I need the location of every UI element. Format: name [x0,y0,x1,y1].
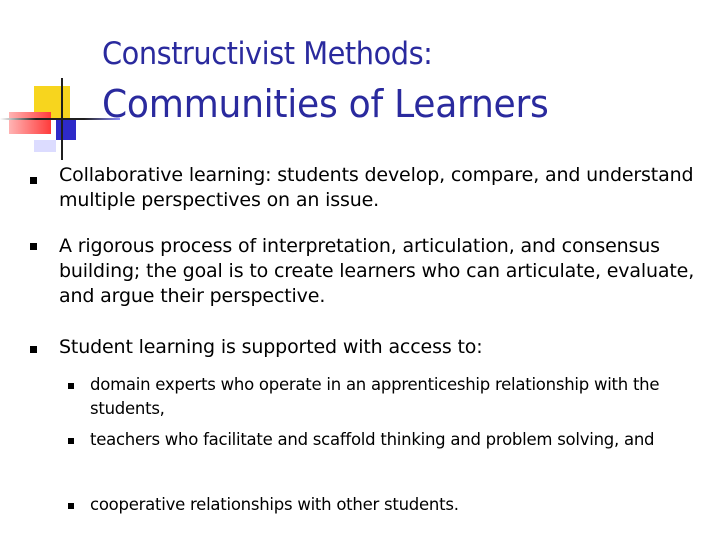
bullet-square-icon [30,177,37,184]
bullet-text: A rigorous process of interpretation, articulation, and consensus building; the goal is to create learners who can articulate, evaluate, and argue their perspective. [59,235,695,307]
sub-bullet-square-icon [68,503,74,509]
logo-blue-square [56,118,76,140]
logo-lightblue-square [34,140,56,152]
bullet-text: Student learning is supported with access to: [59,336,483,358]
logo-red-square [9,112,51,134]
sub-bullet-square-icon [68,383,74,389]
sub-bullet-text: teachers who facilitate and scaffold thinking and problem solving, and [90,430,655,449]
bullet-text: Collaborative learning: students develop, compare, and understand multiple perspectives on an issue. [59,164,694,211]
slide-title-line1: Constructivist Methods: [102,36,433,72]
sub-bullet-text: domain experts who operate in an apprenticeship relationship with the students, [90,375,660,418]
bullet-square-icon [30,243,37,250]
slide-title-line2: Communities of Learners [102,82,549,126]
sub-bullet-square-icon [68,438,74,444]
logo-vertical-line [61,78,63,160]
sub-bullet-text: cooperative relationships with other students. [90,495,459,514]
bullet-square-icon [30,346,37,353]
